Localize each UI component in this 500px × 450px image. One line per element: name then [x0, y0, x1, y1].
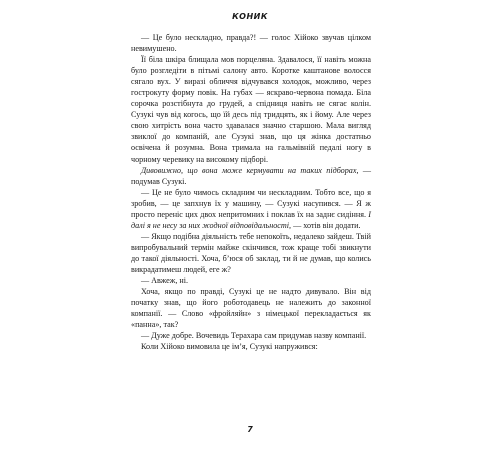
italic-thought: І далі я не несу за них жодної відповідальності, [131, 209, 371, 230]
italic-thought: Дивовижно, що вона може кермувати на таких підборах, [141, 165, 359, 175]
paragraph-text: — Якщо подібна діяльність тебе непокоїть, недалеко зайдеш. Твій випробувальний термін майже скінчився, тож краще тобі звикнути до такої діяльності. Хоча, б’юся об заклад, ти й не думав, що колись викрадатимеш людей, еге ж? [131, 231, 371, 274]
body-text [131, 32, 371, 352]
paragraph-text: — подумав Сузукі. [131, 165, 371, 186]
paragraph-text: — Дуже добре. Вочевидь Терахара сам придумав назву компанії. [141, 331, 367, 341]
paragraph-text: — Це було нескладно, правда?! — голос Хійоко звучав цілком невимушено. [131, 33, 371, 54]
paragraph-text: — хотів він додати. [291, 220, 361, 230]
paragraph [131, 341, 371, 352]
paragraph-text: — Авжеж, ні. [141, 276, 189, 286]
paragraph-text: Її біла шкіра блищала мов порцеляна. Здавалося, її навіть можна було розгледіти в пітьмі салону авто. Коротке каштанове волосся сягало вух. У виразі обличчя відчувався холодок, можливо, через гострокуту форму повік. На губах — яскраво-червона помада. Біла сорочка розстібнута до грудей, а спідниця навіть не сягає колін. Сузукі чув від когось, що їй десь під тридцять, як і йому. Але через свою хитрість вона часто здавалася значно старшою. Мала вигляд звиклої до компаній, але Сузукі знав, що ця жінка достатньо освічена й розумна. Вона тримала на гальмівній педалі ногу в чорному черевику на високому підборі. [131, 55, 371, 164]
paragraph [131, 32, 371, 54]
running-title: КОНИК [232, 12, 268, 21]
paragraph [131, 231, 371, 275]
paragraph [131, 286, 371, 330]
paragraph-text: — Це не було чимось складним чи нескладним. Тобто все, що я зробив, — це запхнув їх у машину, — Сузукі насупився. — Я ж просто переніс цих двох непритомних і поклав їх на заднє сидіння. [131, 187, 371, 219]
paragraph [131, 330, 371, 341]
paragraph [131, 275, 371, 286]
paragraph [131, 187, 371, 231]
page-number: 7 [247, 425, 253, 434]
paragraph [131, 54, 371, 164]
paragraph [131, 165, 371, 187]
paragraph-text: Коли Хійоко вимовила це ім’я, Сузукі напружився: [141, 342, 318, 352]
paragraph-text: Хоча, якщо по правді, Сузукі це не надто дивувало. Він від початку знав, що його роботодавець не належить до законної компанії. — Слово «фройляйн» з німецької перекладається як «панна», так? [131, 287, 371, 330]
